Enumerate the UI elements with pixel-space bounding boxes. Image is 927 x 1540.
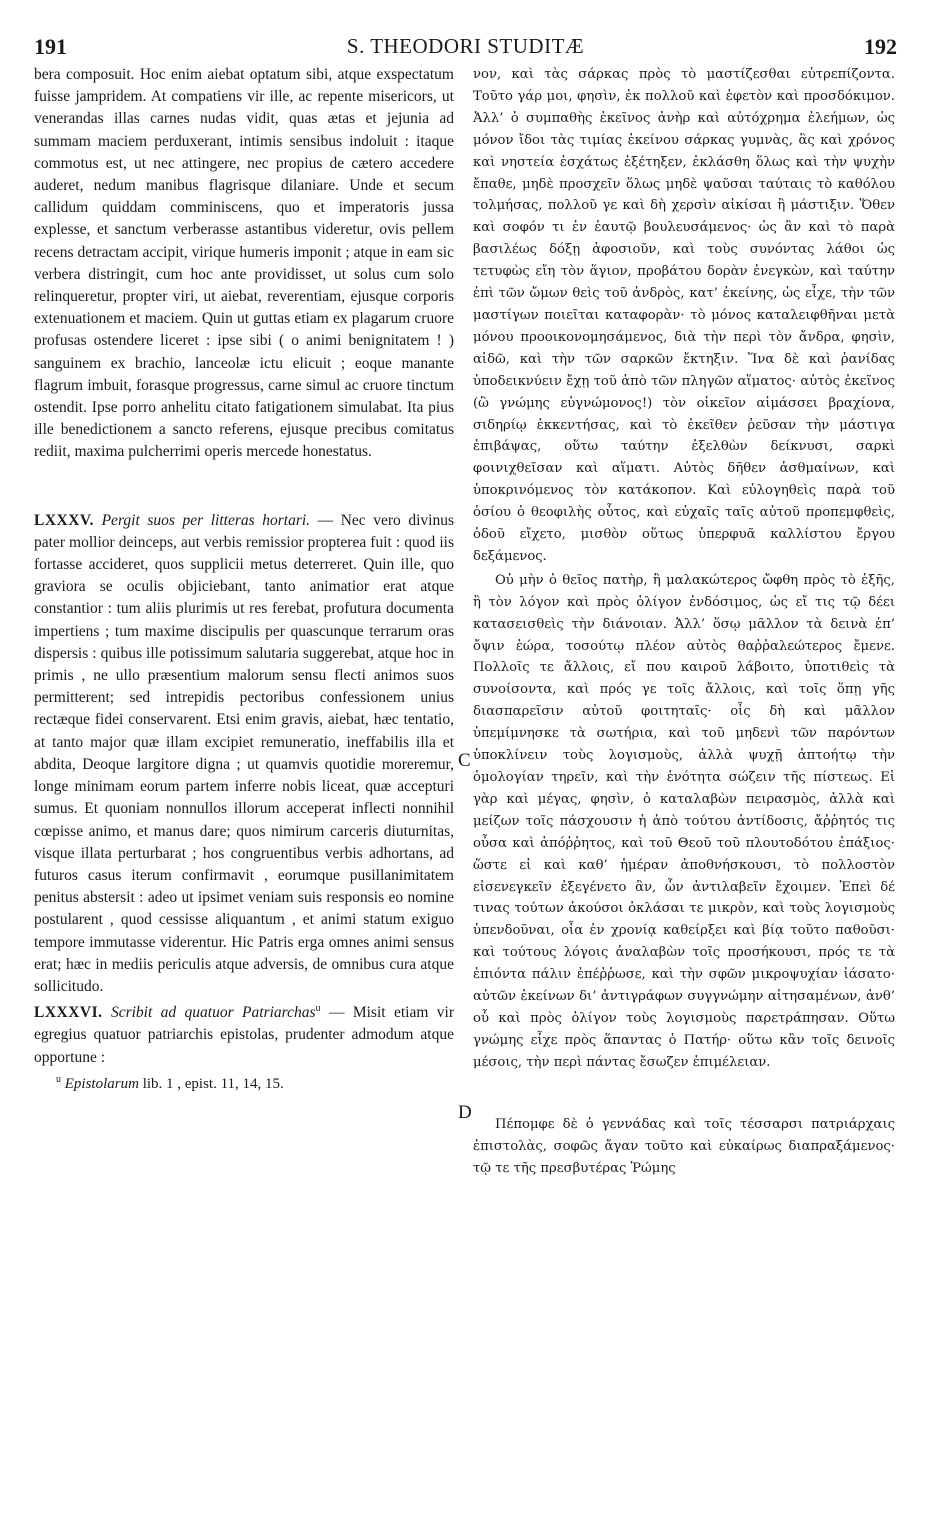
greek-paragraph-3: Πέπομφε δὲ ὁ γεννάδας καὶ τοῖς τέσσαρσι πατριάρχαις ἐπιστολὰς, σοφῶς ἄγαν τοῦτο καὶ εὐκαίρως διαπραξάμενος· τῷ τε τῆς πρεσβυτέρας Ῥώμης	[473, 1116, 895, 1176]
greek-paragraph-2: Οὐ μὴν ὁ θεῖος πατὴρ, ἢ μαλακώτερος ὤφθη πρὸς τὸ ἑξῆς, ἢ τὸν λόγον καὶ πρὸς ὀλίγον ἐνδόσιμος, ὡς εἴ τις τῷ δέει κατασεισθεὶς τὴν διάνοιαν. Ἀλλ’ ὅσῳ μᾶλλον τὰ δεινὰ ἐπ’ ὄψιν ἑώρα, τοσούτῳ πλέον αὐτὸς θαῤῥαλεώτερος ἔμενε. Πολλοῖς τε ἄλλοις, εἴ που καιροῦ λάβοιτο, ὑποτιθεὶς τὰ συνοίσοντα, καὶ πρός γε τοῖς ἄλλοις, καὶ τοῖς ὅπῃ γῆς διασπαρεῖσιν αὐτοῦ φοιτηταῖς· οἷς δὴ καὶ μᾶλλον ὑπεμίμνησκε τὰ σωτήρια, καὶ τοῦ μηδενὶ τῶν παρόντων ὑποκλίνειν τοὺς λογισμοὺς, ἀλλὰ ψυχῇ ἀπτοήτῳ τὴν ὁμολογίαν τηρεῖν, καὶ τὴν ἑνότητα σώζειν τῆς πίστεως. Εἰ γὰρ καὶ μέγας, φησὶν, ὁ καταλαβὼν πειρασμὸς, ἀλλὰ καὶ μείζων τοῖς πάσχουσιν ἡ ἀπὸ τούτου ἀντίδοσις, ἄῤῥητός τις οὖσα καὶ ἀπόῤῥητος, καὶ τοῦ Θεοῦ τοῦ πλουτοδότου ἐπάξιος· ὥστε εἰ καὶ καθ’ ἡμέραν ἀποθνήσκουσι, τὸ πολλοστὸν εἰσενεγκεῖν ἐξεγένετο ἂν, ὧν ἀντιλαβεῖν ἔχοιμεν. Ἐπεὶ δέ τινας τούτων ἀκούσοι ὀκλάσαι τε μικρὸν, καὶ τοὺς λογισμοὺς ὑπενδοῦναι, οἷα ἐν χρονίᾳ καθείρξει καὶ βίᾳ τοῦτο παθοῦσι· καὶ τούτους λόγοις ἀναλαβὼν τοῖς προσήκουσι, πρός τε τὰ ἐπιόντα πάλιν ἐπέῤῥωσε, καὶ τὴν σφῶν μικροψυχίαν ἰάσατο· αὐτῶν ἐκείνων δι’ ἀντιγράφων συγγνώμην αἰτησαμένων, ἀνθ’ οὗ καὶ πρὸς ὀλίγον τοὺς λογισμοὺς παρετράπησαν. Οὕτω γνώμης εἶχε πρὸς ἅπαντας ὁ Πατήρ· οὕτω κἂν τοῖς δεινοῖς μέσοις, τὴν περὶ πάντας ἔσωζεν ἐπιμέλειαν.	[473, 572, 895, 1070]
margin-letter-d: D	[458, 1102, 472, 1123]
footnote-title: Epistolarum	[64, 1075, 139, 1092]
footnote-mark: u	[56, 1073, 61, 1085]
chapter-86-paragraph	[34, 998, 454, 1069]
right-page-number: 192	[864, 34, 897, 59]
chapter-86-number: LXXXVI.	[34, 1004, 103, 1022]
chapter-85-text: — Nec vero divinus pater mollior deinceps, aut verbis remissior propterea fuit : quod iis fortasse accideret, quos supplicii metus deterreret. Quin ille, quo graviora se oculis objiciebant, tanto animatior erat atque constantior : tum aliis plurimis ut res ferebat, profutura documenta impertiens ; tum maxime discipulis per quascunque terrarum oras dispersis : quibus ille potissimum salutaria suggerebat, atque hoc in primis , ne ullo præsentium malorum sensu flecti animos suos permitterent; sed intrepidis pectoribus confessionem unius rectæque fidei conservarent. Etsi enim gravis, aiebat, hæc tentatio, at tanto major quæ illam excipiet remuneratio, ineffabilis illa et abdita, Deoque largitore digna ; ut quamvis quotidie moreremur, longe minimam eorum partem inferre nobis liceat, quæ accepturi sumus. Et quoniam nonnullos illorum acceperat inflecti nonnihil cœpisse animo, et manus dare; quos nimirum carceris diuturnitas, visque illata perturbarat ; hos congruentibus verbis adhortans, ad futuros casus iterum confirmavit , eorumque pusillanimitatem penitus abstersit : adeo ut ipsimet veniam suis responsis eo nomine postularent , quod cessisse aliquantum , et animi statum exiguo tempore immutasse viderentur. Hic Patris erga omnes animi sensus erat; hæc in mediis periculis atque adversis, de omnibus cura atque sollicitudo.	[34, 511, 455, 995]
running-title: S. THEODORI STUDITÆ	[346, 34, 585, 58]
chapter-85-title: Pergit suos per litteras hortari.	[101, 511, 311, 529]
footnote	[34, 1069, 454, 1095]
left-page-number: 191	[34, 34, 67, 59]
chapter-86-note-mark: u	[315, 1003, 321, 1015]
greek-paragraph-1: νον, καὶ τὰς σάρκας πρὸς τὸ μαστίζεσθαι εὐτρεπίζοντα. Τοῦτο γάρ μοι, φησὶν, ἐκ πολλοῦ καὶ ἐφετὸν καὶ προσδόκιμον. Ἀλλ’ ὁ συμπαθὴς ἐκεῖνος ἀνὴρ καὶ αὐτόχρημα ἐλεήμων, ὡς μόνον ἴδοι τὰς τιμίας ἐκείνου σάρκας γυμνὰς, ἃς καὶ χρόνος καὶ νηστεία ἐσχάτως ἐξέτηξεν, ἐκλάσθη ὅλως καὶ τὴν ψυχὴν ἔπαθε, μηδὲ προσχεῖν ὅλως μηδὲ ψαῦσαι ταύταις τὸ καθόλου τολμήσας, πολλοῦ γε καὶ δὴ χερσὶν αἰκίσαι ἢ μάστιξιν. Ὅθεν καὶ σοφόν τι ἐν ἑαυτῷ βουλευσάμενος· ὡς ἂν καὶ τὸ παρὰ βασιλέως δόξῃ ἀφοσιοῦν, καὶ τοὺς συνόντας λάθοι ὡς τετυφὼς εἴη τὸν ἅγιον, προβάτου δορὰν ἐνεγκὼν, καὶ ταύτην ἐπὶ τῶν ὤμων θεὶς τοῦ ἀνδρὸς, κατ’ ἐκείνης, ὡς εἶχε, τὴν τῶν μαστίγων ποιεῖται καταφορὰν· τὸ μόνος καταλειφθῆναι μετὰ μόνου προοικονομησάμενος, διὰ τὴν περὶ τὸν ἄνδρα, φησὶν, αἰδῶ, καὶ τὴν τῶν σαρκῶν ἔκτηξιν. Ἵνα δὲ καὶ ῥανίδας ὑποδεικνύειν ἔχῃ τοῦ ἀπὸ τῶν πληγῶν αἵματος· αὐτὸς ἐκεῖνος (ὢ γνώμης εὐγνώμονος!) τὸν οἰκεῖον αἱμάσσει βραχίονα, σιδηρίῳ ἐκκεντήσας, καὶ τὸ ἐκεῖθεν ῥεῦσαν τὴν μάστιγα ἐπιβάψας, οὕτω ταύτην ἐξελθὼν δείκνυσι, σαρκὶ φοινιχθεῖσαν καὶ αἵματι. Αὐτὸς δῆθεν ἀσθμαίνων, καὶ ὑποκρινόμενος τὸν κατάκοπον. Καὶ εὐλογηθεὶς παρὰ τοῦ ὁσίου ὁ θεοφιλὴς οὗτος, καὶ εὐχαῖς ταῖς αὐτοῦ προπεμφθεὶς, ὁδοῦ εἴχετο, μισθὸν οὕτως ὑπερφυᾶ καλλίστου ἔργου δεξάμενος.	[473, 67, 895, 564]
page-header	[34, 34, 897, 60]
greek-column	[473, 64, 895, 1179]
footnote-text: lib. 1 , epist. 11, 14, 15.	[142, 1075, 284, 1092]
latin-paragraph-1: bera composuit. Hoc enim aiebat optatum sibi, atque exspectatum fuisse jampridem. At compatiens vir ille, ac repente misericors, ut venerandas illas carnes nudas vidit, quas ætas et jejunia ad summam maciem perduxerant, intimis sensibus indoluit : itaque commotus est, ut nec attingere, nec propius de cætero accedere auderet, nedum manibus flagrisque dilaniare. Unde et secum callidum quiddam comminiscens, quo et imperatoris jussa explesse, et sanctum verberasse astantibus videretur, ovis pellem recens detractam accipit, virique humeris imponit ; atque in eam sic verbera distringit, cum hoc ante providisset, ut solus cum solo relinqueretur, propter viri, ut aiebat, reverentiam, ejusque corporis extenuationem et maciem. Quin ut guttas etiam ex plagarum cruore profusas ostendere liceret : ipse sibi ( o animi benignitatem ! ) sanguinem ex brachio, lanceolæ ictu elicuit ; eoque manante flagrum imbuit, forasque progressus, carne simul ac cruore tinctum ostendit. Ipse porro anhelitu citato fatigationem simulabat. Ita pius ille benedictionem a sancto referens, ejusque precibus comitatus rediit, maxima pulcherrimi operis mercede honestatus.	[34, 66, 454, 461]
chapter-85-number: LXXXV.	[34, 511, 94, 529]
chapter-85-paragraph	[34, 510, 454, 998]
chapter-86-text: — Misit etiam vir egregius quatuor patriarchis epistolas, prudenter admodum atque opportune :	[34, 1004, 455, 1066]
margin-letter-c: C	[458, 750, 471, 771]
chapter-86-title: Scribit ad quatuor Patriarchas	[110, 1004, 316, 1022]
latin-column	[34, 64, 454, 1095]
